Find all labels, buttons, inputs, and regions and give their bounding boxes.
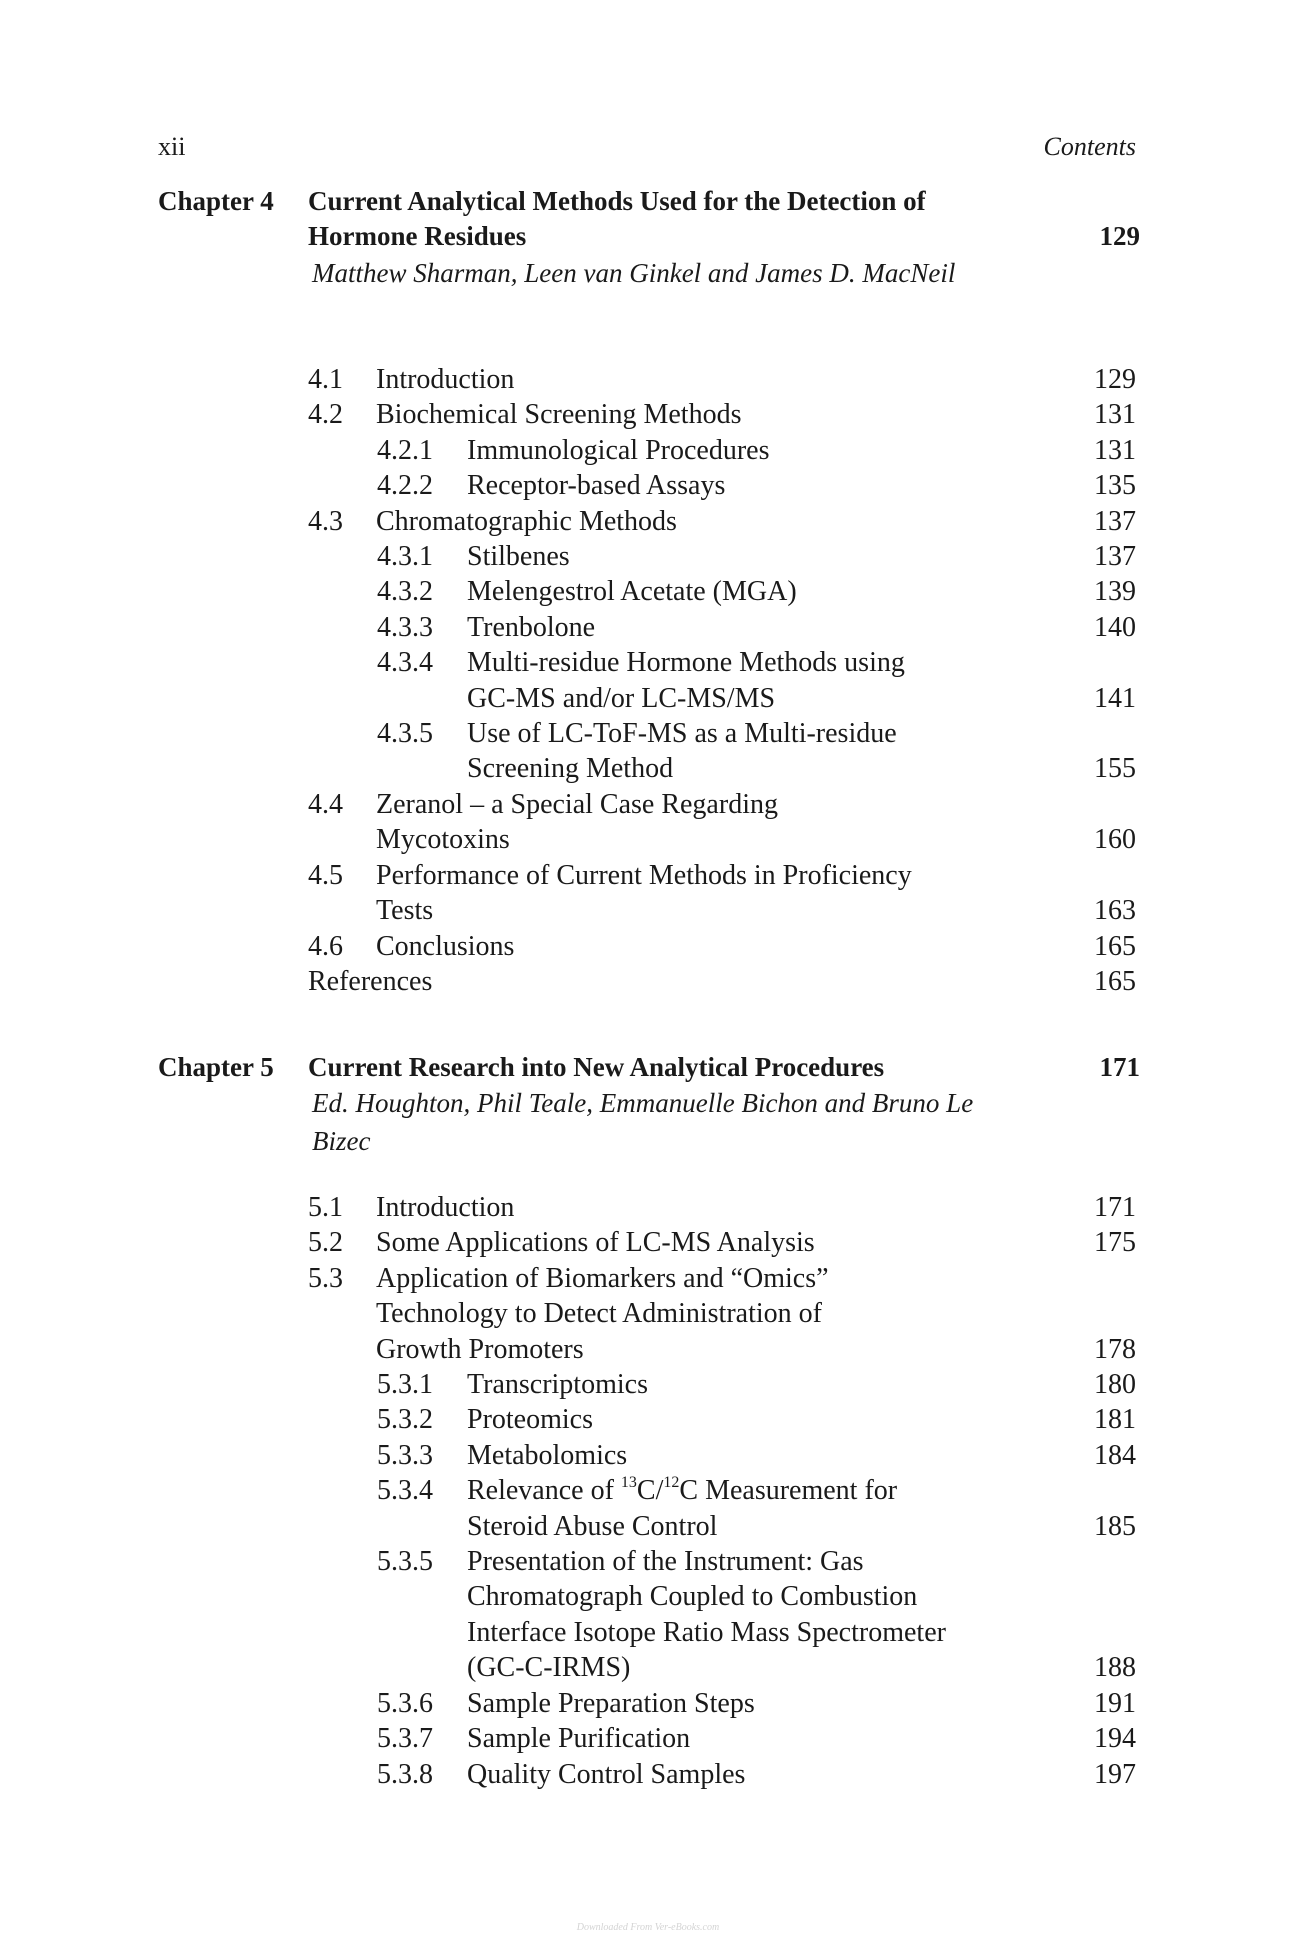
- section-page: 131: [1094, 399, 1136, 431]
- chapter-5-title[interactable]: [308, 1050, 1140, 1085]
- toc-entry[interactable]: [0, 858, 1296, 929]
- section-title-line: Use of LC-ToF-MS as a Multi-residue: [467, 718, 897, 750]
- section-title-line: Multi-residue Hormone Methods using: [467, 647, 905, 679]
- section-number: 4.3.3: [377, 611, 433, 643]
- section-page: 137: [1094, 505, 1136, 537]
- section-title: [376, 787, 996, 858]
- title-fragment: C/: [636, 1475, 664, 1507]
- toc-entry[interactable]: [0, 1757, 1296, 1792]
- section-title-line: Performance of Current Methods in Proficiency: [376, 859, 912, 891]
- section-title: [467, 645, 1027, 716]
- chapter-5-title-text: Current Research into New Analytical Procedures: [308, 1052, 885, 1082]
- section-number: 4.4: [308, 788, 343, 820]
- section-number: 4.5: [308, 859, 343, 891]
- section-title: Some Applications of LC-MS Analysis: [376, 1227, 815, 1259]
- section-title-line: Steroid Abuse Control: [467, 1510, 718, 1542]
- section-title: Immunological Procedures: [467, 434, 770, 466]
- toc-entry[interactable]: [0, 716, 1296, 787]
- section-title: [467, 1544, 1027, 1686]
- section-title: Sample Purification: [467, 1723, 691, 1755]
- chapter-5-contents: [0, 1190, 1296, 1792]
- toc-entry[interactable]: [0, 1225, 1296, 1260]
- section-title: Receptor-based Assays: [467, 470, 726, 502]
- section-title: [376, 1261, 996, 1367]
- section-title-line: Presentation of the Instrument: Gas: [467, 1546, 864, 1578]
- section-title: Proteomics: [467, 1404, 593, 1436]
- superscript: 13: [620, 1474, 637, 1492]
- superscript: 12: [663, 1474, 680, 1492]
- section-page: 188: [1094, 1652, 1136, 1684]
- section-title-line: Screening Method: [467, 753, 674, 785]
- toc-entry[interactable]: [0, 362, 1296, 397]
- section-title-line: Zeranol – a Special Case Regarding: [376, 788, 778, 820]
- section-title: Quality Control Samples: [467, 1758, 746, 1790]
- section-number: 4.2: [308, 399, 343, 431]
- toc-entry[interactable]: [0, 468, 1296, 503]
- toc-entry[interactable]: [0, 574, 1296, 609]
- section-number: 5.3.7: [377, 1723, 433, 1755]
- section-title: Transcriptomics: [467, 1369, 648, 1401]
- chapter-4-contents: [0, 362, 1296, 999]
- chapter-5-authors: Ed. Houghton, Phil Teale, Emmanuelle Bichon and Bruno Le Bizec: [312, 1088, 974, 1156]
- section-page: 184: [1094, 1439, 1136, 1471]
- section-title: Introduction: [376, 364, 515, 395]
- section-number: 4.3.1: [377, 541, 433, 573]
- section-page: 139: [1094, 576, 1136, 608]
- section-title-line: GC-MS and/or LC-MS/MS: [467, 682, 776, 714]
- toc-entry[interactable]: [0, 1721, 1296, 1756]
- toc-entry[interactable]: [0, 1367, 1296, 1402]
- section-title: [467, 716, 1027, 787]
- section-number: 5.3.6: [377, 1687, 433, 1719]
- section-title-line: Application of Biomarkers and “Omics”: [376, 1262, 829, 1294]
- section-title-line: [467, 1473, 1027, 1508]
- section-number: 4.2.1: [377, 434, 433, 466]
- section-title: Trenbolone: [467, 611, 596, 643]
- toc-entry[interactable]: [0, 1190, 1296, 1225]
- title-fragment: C Measurement for: [679, 1475, 898, 1507]
- section-page: 197: [1094, 1758, 1136, 1790]
- section-title-line: Growth Promoters: [376, 1333, 584, 1365]
- section-number: 5.1: [308, 1192, 343, 1223]
- toc-entry[interactable]: [0, 787, 1296, 858]
- section-number: 5.3.5: [377, 1546, 433, 1578]
- page-number: xii: [158, 132, 186, 161]
- section-page: 178: [1094, 1333, 1136, 1365]
- section-title-line: Tests: [376, 895, 434, 927]
- section-page: 141: [1094, 682, 1136, 714]
- section-page: 165: [1094, 965, 1136, 997]
- toc-entry-references[interactable]: [0, 964, 1296, 999]
- toc-entry[interactable]: [0, 610, 1296, 645]
- chapter-4-title-text: Current Analytical Methods Used for the Detection of Hormone Residues: [308, 186, 926, 251]
- section-title: Chromatographic Methods: [376, 505, 677, 537]
- section-title: Sample Preparation Steps: [467, 1687, 755, 1719]
- section-title: Introduction: [376, 1192, 515, 1223]
- section-page: 155: [1094, 753, 1136, 785]
- toc-entry[interactable]: [0, 929, 1296, 964]
- toc-entry[interactable]: [0, 504, 1296, 539]
- section-title: Melengestrol Acetate (MGA): [467, 576, 797, 608]
- section-page: 191: [1094, 1687, 1136, 1719]
- section-page: 163: [1094, 895, 1136, 927]
- section-page: 160: [1094, 824, 1136, 856]
- section-page: 129: [1094, 364, 1136, 395]
- chapter-5-label: Chapter 5: [158, 1052, 274, 1082]
- section-title-line: Technology to Detect Administration of: [376, 1298, 822, 1330]
- section-page: 131: [1094, 434, 1136, 466]
- section-number: 4.3: [308, 505, 343, 537]
- toc-entry[interactable]: [0, 539, 1296, 574]
- chapter-5-page: 171: [1099, 1052, 1140, 1082]
- section-title: Conclusions: [376, 930, 515, 962]
- toc-entry[interactable]: [0, 645, 1296, 716]
- section-number: 4.1: [308, 364, 343, 395]
- chapter-4-page: 129: [1099, 221, 1140, 251]
- toc-entry[interactable]: [0, 1473, 1296, 1544]
- section-title-line: Chromatograph Coupled to Combustion: [467, 1581, 918, 1613]
- toc-entry[interactable]: [0, 1686, 1296, 1721]
- section-page: 175: [1094, 1227, 1136, 1259]
- section-page: 165: [1094, 930, 1136, 962]
- section-number: 5.3: [308, 1262, 343, 1294]
- section-page: 171: [1094, 1192, 1136, 1223]
- toc-entry[interactable]: [0, 1402, 1296, 1437]
- section-number: 4.3.4: [377, 647, 433, 679]
- section-page: 194: [1094, 1723, 1136, 1755]
- section-number: 5.3.1: [377, 1369, 433, 1401]
- section-page: 185: [1094, 1510, 1136, 1542]
- title-fragment: Relevance of: [467, 1475, 621, 1507]
- section-number: 4.3.2: [377, 576, 433, 608]
- section-page: 135: [1094, 470, 1136, 502]
- section-title: [467, 1473, 1027, 1544]
- chapter-4-authors: Matthew Sharman, Leen van Ginkel and James D. MacNeil: [312, 258, 956, 288]
- section-number: 5.3.8: [377, 1758, 433, 1790]
- toc-entry[interactable]: [0, 1544, 1296, 1686]
- download-watermark: Downloaded From Ver-eBooks.com: [576, 1922, 720, 1933]
- section-number: 5.3.2: [377, 1404, 433, 1436]
- section-number: 4.6: [308, 930, 343, 962]
- section-number: 5.3.3: [377, 1439, 433, 1471]
- chapter-4-title[interactable]: [308, 184, 1140, 254]
- section-number: 4.3.5: [377, 718, 433, 750]
- section-number: 5.2: [308, 1227, 343, 1259]
- toc-entry[interactable]: [0, 1261, 1296, 1367]
- toc-entry[interactable]: [0, 433, 1296, 468]
- section-title: References: [308, 965, 433, 997]
- section-title-line: Mycotoxins: [376, 824, 510, 856]
- chapter-4-label: Chapter 4: [158, 186, 274, 216]
- section-title: Biochemical Screening Methods: [376, 399, 742, 431]
- section-number: 5.3.4: [377, 1475, 433, 1507]
- toc-entry[interactable]: [0, 1438, 1296, 1473]
- toc-entry[interactable]: [0, 397, 1296, 432]
- section-page: 137: [1094, 541, 1136, 573]
- section-page: 140: [1094, 611, 1136, 643]
- section-title: [376, 858, 996, 929]
- section-title: Stilbenes: [467, 541, 570, 573]
- section-number: 4.2.2: [377, 470, 433, 502]
- section-page: 180: [1094, 1369, 1136, 1401]
- section-title-line: Interface Isotope Ratio Mass Spectrometer: [467, 1616, 946, 1648]
- section-title-line: (GC-C-IRMS): [467, 1652, 631, 1684]
- running-title: Contents: [1043, 132, 1136, 161]
- section-title: Metabolomics: [467, 1439, 628, 1471]
- section-page: 181: [1094, 1404, 1136, 1436]
